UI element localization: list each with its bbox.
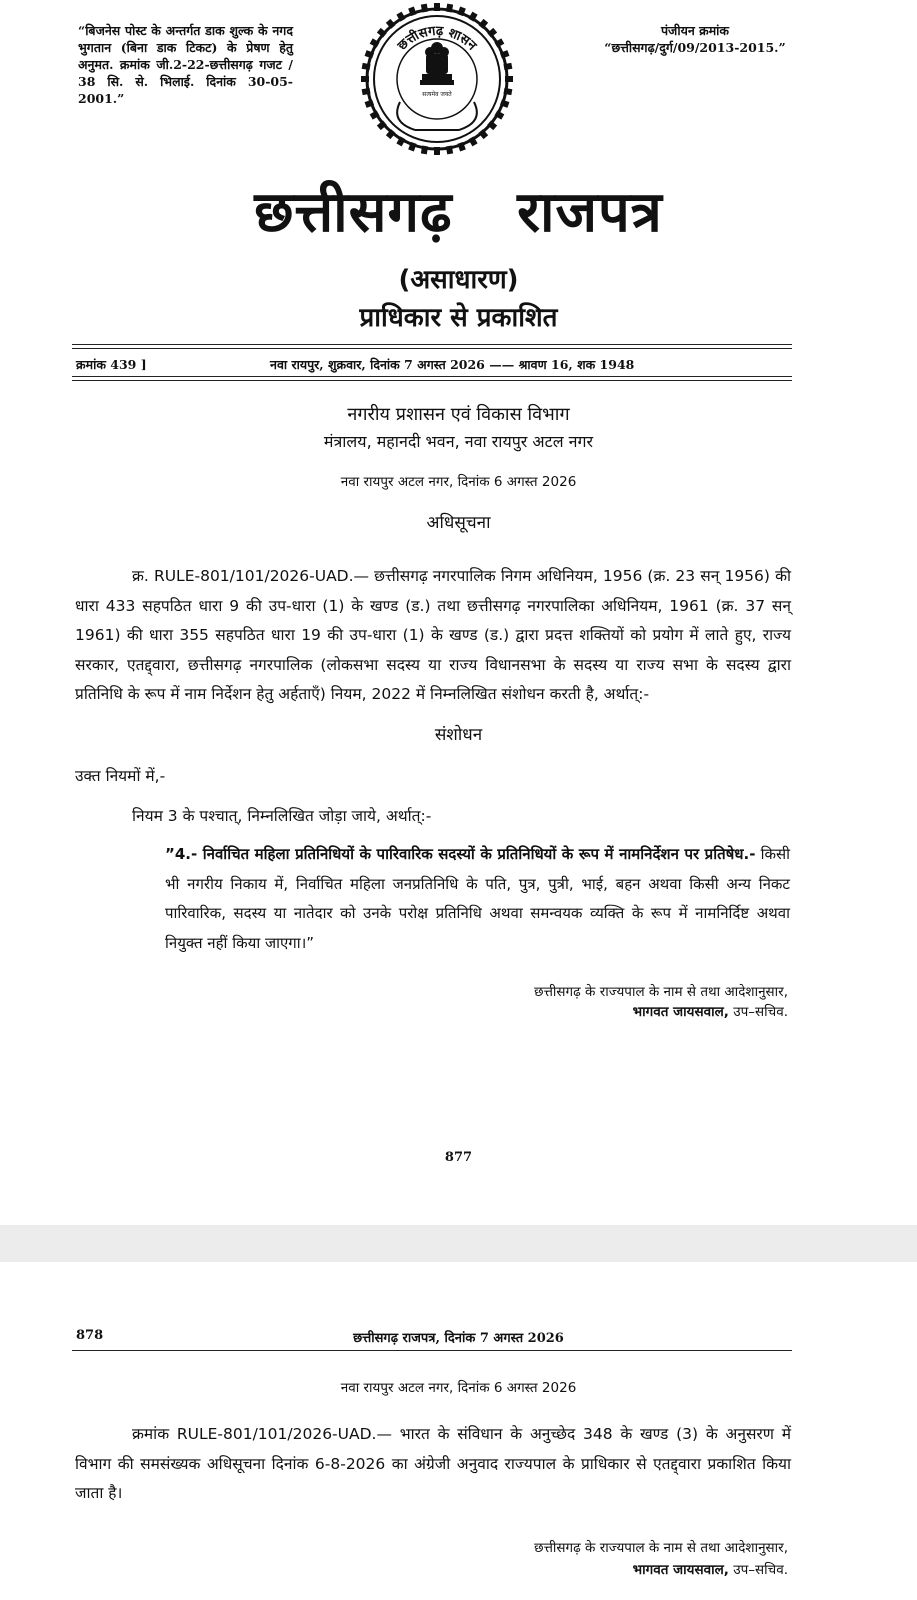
- emblem-top-text: छत्तीसगढ़ शासन: [394, 23, 480, 54]
- page-separator: [0, 1225, 917, 1262]
- department-address: मंत्रालय, महानदी भवन, नवा रायपुर अटल नगर: [323, 432, 594, 451]
- header-rule-top: [72, 344, 792, 345]
- state-emblem-icon: [360, 2, 515, 157]
- signatory-post: उप–सचिव.: [733, 1562, 788, 1578]
- inserted-rule: [165, 840, 790, 958]
- extraordinary-label: (असाधारण): [398, 265, 519, 295]
- registration-label: पंजीयन क्रमांक: [660, 23, 730, 38]
- after-rule-line: नियम 3 के पश्चात्, निम्नलिखित जोड़ा जाये, अर्थात्:-: [132, 807, 432, 825]
- place-date: नवा रायपुर अटल नगर, दिनांक 6 अगस्त 2026: [340, 1380, 577, 1396]
- notification-heading: अधिसूचना: [426, 513, 491, 533]
- signature-authority-line: छत्तीसगढ़ के राज्यपाल के नाम से तथा आदेशानुसार,: [534, 984, 788, 1000]
- place-date: नवा रायपुर अटल नगर, दिनांक 6 अगस्त 2026: [340, 474, 577, 490]
- header-rule-bottom-thin: [72, 376, 792, 377]
- postal-permit-note: “बिजनेस पोस्ट के अन्तर्गत डाक शुल्क के नगद भुगतान (बिना डाक टिकट) के प्रेषण हेतु अनुमत. क्रमांक जी.2-22-छत्तीसगढ़ गजट / 38 सि. से. भिलाई. दिनांक 30-05-2001.”: [78, 23, 293, 106]
- signatory-name: भागवत जायसवाल,: [632, 1562, 729, 1578]
- notification-paragraph: क्र. RULE-801/101/2026-UAD.— छत्तीसगढ़ नगरपालिक निगम अधिनियम, 1956 (क्र. 23 सन् 1956) की धारा 433 सहपठित धारा 9 की उप-धारा (1) के खण्ड (ड.) तथा छत्तीसगढ़ नगरपालिका अधिनियम, 1961 (क्र. 37 सन् 1961) की धारा 355 सहपठित धारा 19 की उप-धारा (1) के खण्ड (ड.) द्वारा प्रदत्त शक्तियों को प्रयोग में लाते हुए, राज्य सरकार, एतद्द्वारा, छत्तीसगढ़ नगरपालिक (लोकसभा सदस्य या राज्य विधानसभा के सदस्य या राज्य सभा के सदस्य द्वारा प्रतिनिधि के रूप में नाम निर्देशन हेतु अर्हताएँ) नियम, 2022 में निम्नलिखित संशोधन करती है, अर्थात्:-: [75, 567, 791, 703]
- signature-block: [400, 1560, 788, 1578]
- department-name: नगरीय प्रशासन एवं विकास विभाग: [347, 404, 570, 425]
- signatory-name: भागवत जायसवाल,: [632, 1004, 729, 1020]
- issue-number: क्रमांक 439 ]: [76, 357, 147, 372]
- registration-block: [590, 22, 800, 56]
- signatory-post: उप–सचिव.: [733, 1004, 788, 1020]
- gazette-page-878: [0, 1262, 917, 1600]
- inserted-rule-heading: ”4.- निर्वाचित महिला प्रतिनिधियों के पारिवारिक सदस्यों के प्रतिनिधियों के रूप में नामनिर्देशन पर प्रतिषेध.-: [165, 845, 756, 863]
- running-header-rule: [72, 1350, 792, 1351]
- amendment-heading: संशोधन: [434, 725, 483, 745]
- page-number: 877: [444, 1150, 473, 1165]
- gazette-title: [0, 172, 917, 248]
- registration-number: “छत्तीसगढ़/दुर्ग/09/2013-2015.”: [604, 40, 786, 55]
- title-word-right: राजपत्र: [517, 180, 663, 245]
- emblem-motto: सत्यमेव जयते: [422, 91, 452, 98]
- signature-authority-line: छत्तीसगढ़ के राज्यपाल के नाम से तथा आदेशानुसार,: [534, 1540, 788, 1556]
- issue-date: नवा रायपुर, शुक्रवार, दिनांक 7 अगस्त 2026 —— श्रावण 16, शक 1948: [270, 357, 635, 372]
- running-header: छत्तीसगढ़ राजपत्र, दिनांक 7 अगस्त 2026: [353, 1331, 564, 1346]
- signature-block: [400, 1002, 788, 1020]
- header-rule-top-thin: [72, 348, 792, 349]
- in-rules-line: उक्त नियमों में,-: [75, 767, 166, 785]
- published-by-authority: प्राधिकार से प्रकाशित: [359, 303, 558, 333]
- page-number: 878: [76, 1328, 104, 1343]
- translation-paragraph: क्रमांक RULE-801/101/2026-UAD.— भारत के संविधान के अनुच्छेद 348 के खण्ड (3) के अनुसरण में विभाग की समसंख्यक अधिसूचना दिनांक 6-8-2026 का अंग्रेजी अनुवाद राज्यपाल के प्राधिकार से एतद्द्वारा प्रकाशित किया जाता है।: [75, 1425, 791, 1502]
- inserted-rule-body: किसी भी नगरीय निकाय में, निर्वाचित महिला जनप्रतिनिधि के पति, पुत्र, पुत्री, भाई, बहन अथवा किसी अन्य निकट पारिवारिक, सदस्य या नातेदार को उनके परोक्ष प्रतिनिधि अथवा समन्वयक व्यक्ति के रूप में नामनिर्दिष्ट अथवा नियुक्त नहीं किया जाएगा।”: [165, 845, 790, 952]
- header-rule-bottom: [72, 380, 792, 381]
- title-word-left: छत्तीसगढ़: [254, 180, 453, 245]
